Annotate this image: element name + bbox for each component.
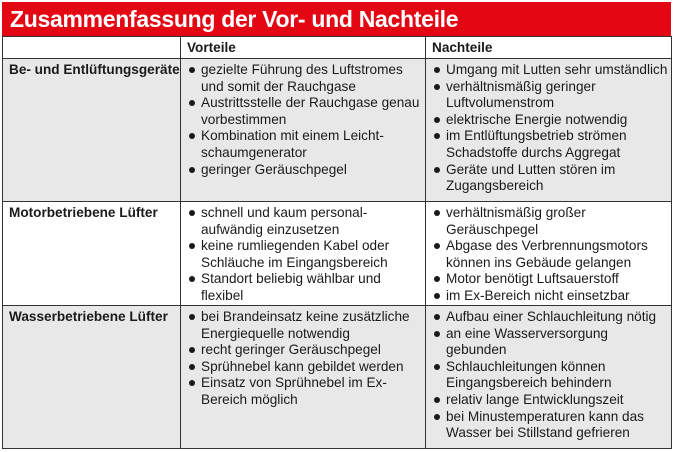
list-item-text: Sprühnebel kann gebildet werden xyxy=(201,358,404,374)
list-item-text: keine rumliegenden Kabel oder Schläuche im Eingangsbereich xyxy=(201,238,390,270)
list-item-text: Aufbau einer Schlauchleitung nötig xyxy=(446,309,657,324)
list-item-text: relativ lange Entwicklungszeit xyxy=(446,391,624,407)
header-pros: Vorteile xyxy=(181,37,426,59)
list-item xyxy=(432,409,671,442)
bullet-icon xyxy=(189,347,195,353)
list-item xyxy=(432,271,671,288)
list-item xyxy=(187,62,425,95)
bullet-icon xyxy=(189,314,195,320)
list-item-text: bei Minustemperaturen kann das Wasser bei Stillstand gefrieren xyxy=(446,408,644,441)
list-item-text: im Entlüftungsbetrieb strömen Schadstoffe durchs Aggregat xyxy=(446,128,627,160)
list-item xyxy=(187,205,425,238)
bullet-icon xyxy=(434,293,440,299)
list-item xyxy=(187,238,425,271)
row-label: Motorbetriebene Lüfter xyxy=(3,202,181,306)
list-item xyxy=(432,205,671,238)
cons-list xyxy=(432,306,671,442)
pros-list xyxy=(187,59,425,178)
list-item xyxy=(432,62,671,79)
bullet-icon xyxy=(434,133,440,139)
table-row-water-fans xyxy=(3,306,672,449)
list-item-text: schnell und kaum personal-aufwändig einzusetzen xyxy=(201,205,368,237)
cons-list xyxy=(432,202,671,305)
list-item-text: Motor benötigt Luftsauerstoff xyxy=(446,271,619,287)
list-item-text: Austrittsstelle der Rauchgase genau vorbestimmen xyxy=(201,95,420,127)
list-item-text: geringer Geräuschpegel xyxy=(201,161,347,177)
bullet-icon xyxy=(189,167,195,173)
bullet-icon xyxy=(434,414,440,420)
bullet-icon xyxy=(434,314,440,320)
cons-cell xyxy=(426,202,672,306)
list-item-text: Kombination mit einem Leicht-schaumgenerator xyxy=(201,128,384,160)
bullet-icon xyxy=(434,276,440,282)
list-item-text: Standort beliebig wählbar und flexibel xyxy=(201,271,381,303)
bullet-icon xyxy=(434,167,440,173)
list-item xyxy=(432,288,671,305)
bullet-icon xyxy=(189,210,195,216)
bullet-icon xyxy=(189,133,195,139)
pros-cell xyxy=(181,202,426,306)
bullet-icon xyxy=(189,100,195,106)
list-item xyxy=(432,326,671,359)
list-item xyxy=(432,162,671,195)
list-item xyxy=(432,112,671,129)
table-header-row xyxy=(3,37,672,59)
figure-title: Zusammenfassung der Vor- und Nachteile xyxy=(2,2,671,36)
bullet-icon xyxy=(434,397,440,403)
list-item xyxy=(187,128,425,161)
pros-list xyxy=(187,306,425,409)
list-item-text: gezielte Führung des Luftstromes und somit der Rauchgase xyxy=(201,62,403,94)
list-item xyxy=(432,238,671,271)
bullet-icon xyxy=(189,67,195,73)
list-item xyxy=(432,309,671,326)
comparison-table xyxy=(2,36,672,449)
list-item-text: Abgase des Verbrennungsmotors können ins Gebäude gelangen xyxy=(446,238,648,270)
list-item xyxy=(432,359,671,392)
list-item xyxy=(187,162,425,179)
bullet-icon xyxy=(434,210,440,216)
list-item-text: elektrische Energie notwendig xyxy=(446,111,628,127)
list-item xyxy=(187,359,425,376)
list-item-text: Geräte und Lutten stören im Zugangsbereich xyxy=(446,161,616,194)
bullet-icon xyxy=(434,67,440,73)
list-item xyxy=(187,271,425,304)
list-item xyxy=(187,342,425,359)
list-item-text: Schlauchleitungen können Eingangsbereich behindern xyxy=(446,358,612,391)
bullet-icon xyxy=(434,84,440,90)
pros-cell xyxy=(181,306,426,449)
list-item-text: Einsatz von Sprühnebel im Ex-Bereich möglich xyxy=(201,375,387,407)
bullet-icon xyxy=(434,117,440,123)
row-label: Wasserbetriebene Lüfter xyxy=(3,306,181,449)
list-item-text: Umgang mit Lutten sehr umständlich xyxy=(446,62,668,77)
list-item xyxy=(432,392,671,409)
bullet-icon xyxy=(189,364,195,370)
header-cons: Nachteile xyxy=(426,37,672,59)
table-row-motor-fans xyxy=(3,202,672,306)
cons-cell xyxy=(426,306,672,449)
list-item xyxy=(432,79,671,112)
list-item-text: bei Brandeinsatz keine zusätzliche Energiequelle notwendig xyxy=(201,309,410,341)
list-item xyxy=(187,95,425,128)
row-label: Be- und Entlüftungsgeräte xyxy=(3,59,181,202)
list-item-text: im Ex-Bereich nicht einsetzbar xyxy=(446,287,630,303)
list-item xyxy=(187,309,425,342)
bullet-icon xyxy=(189,380,195,386)
list-item-text: recht geringer Geräuschpegel xyxy=(201,342,381,358)
table-row-ventilation-devices xyxy=(3,59,672,202)
bullet-icon xyxy=(189,276,195,282)
bullet-icon xyxy=(434,364,440,370)
cons-list xyxy=(432,59,671,195)
list-item-text: verhältnismäßig großer Geräuschpegel xyxy=(446,205,586,237)
bullet-icon xyxy=(189,243,195,249)
list-item xyxy=(432,128,671,161)
bullet-icon xyxy=(434,331,440,337)
pros-list xyxy=(187,202,425,305)
list-item xyxy=(187,375,425,408)
header-label-cell xyxy=(3,37,181,59)
list-item-text: verhältnismäßig geringer Luftvolumenstrom xyxy=(446,78,596,111)
bullet-icon xyxy=(434,243,440,249)
pros-cell xyxy=(181,59,426,202)
cons-cell xyxy=(426,59,672,202)
list-item-text: an eine Wasserversorgung gebunden xyxy=(446,325,608,358)
